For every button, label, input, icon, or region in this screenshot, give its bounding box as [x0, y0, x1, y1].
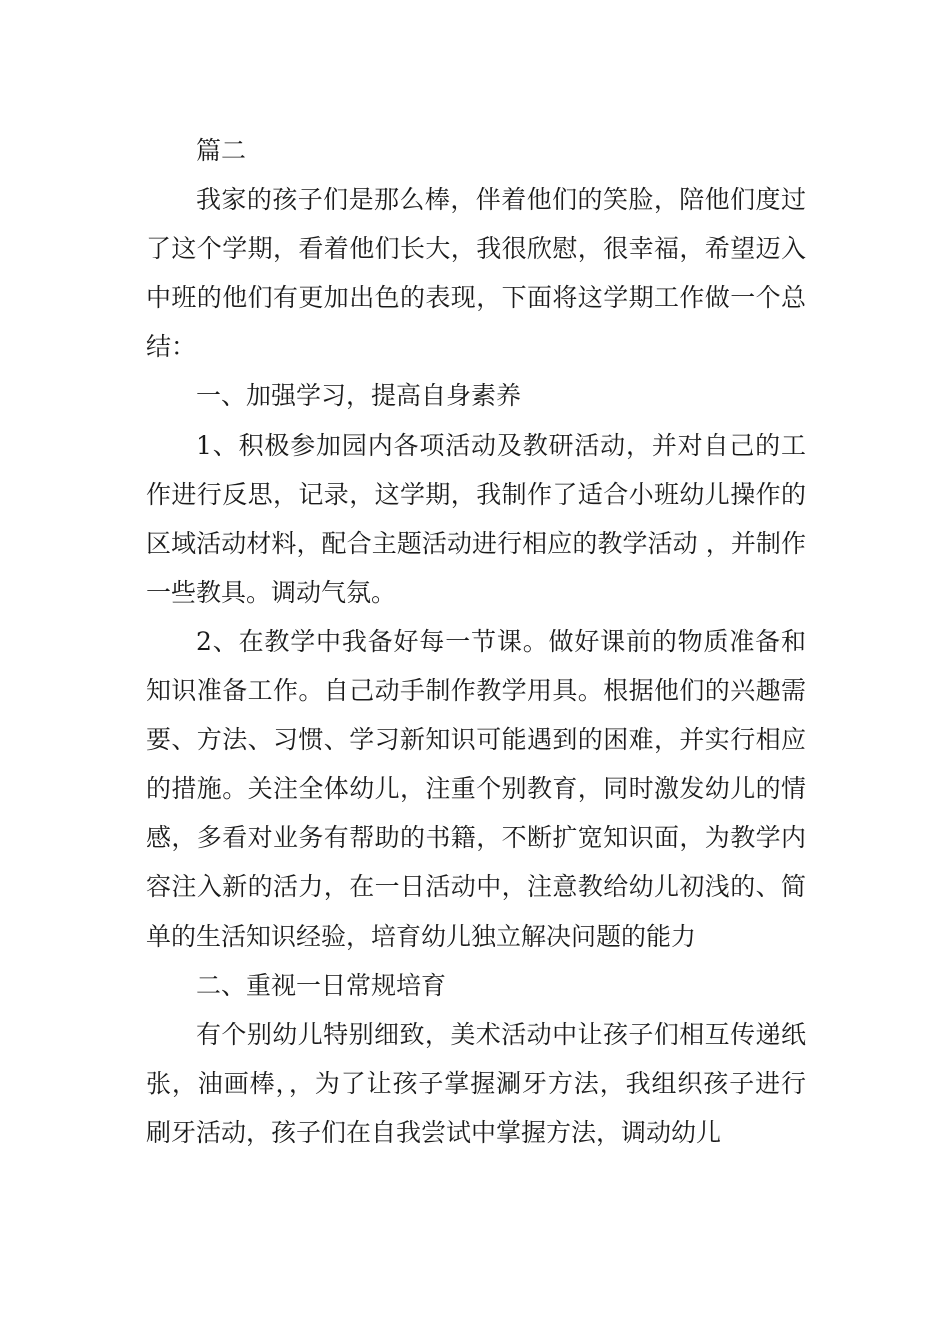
- routine-paragraph: 有个别幼儿特别细致，美术活动中让孩子们相互传递纸张，油画棒，，为了让孩子掌握涮牙方法，我组织孩子进行刷牙活动，孩子们在自我尝试中掌握方法，调动幼儿: [146, 1019, 806, 1147]
- item-paragraph-1: 1、积极参加园内各项活动及教研活动，并对自己的工作进行反思，记录，这学期，我制作了适合小班幼儿操作的区域活动材料，配合主题活动进行相应的教学活动 ，并制作一些教具。调动气氛。: [146, 430, 806, 607]
- heading-study: 一、加强学习，提高自身素养: [196, 381, 522, 411]
- intro-paragraph: 我家的孩子们是那么棒，伴着他们的笑脸，陪他们度过了这个学期，看着他们长大，我很欣慰，很幸福，希望迈入中班的他们有更加出色的表现，下面将这学期工作做一个总结：: [146, 185, 806, 362]
- section-title: 篇二: [196, 136, 247, 165]
- item-paragraph-2: 2、在教学中我备好每一节课。做好课前的物质准备和知识准备工作。自己动手制作教学用具。根据他们的兴趣需要、方法、习惯、学习新知识可能遇到的困难，并实行相应的措施。关注全体幼儿，注重个别教育，同时激发幼儿的情感，多看对业务有帮助的书籍，不断扩宽知识面，为教学内容注入新的活力，在一日活动中，注意教给幼儿初浅的、简单的生活知识经验，培育幼儿独立解决问题的能力: [146, 626, 806, 951]
- document-body: [146, 126, 806, 1157]
- heading-routine: 二、重视一日常规培育: [196, 970, 447, 1000]
